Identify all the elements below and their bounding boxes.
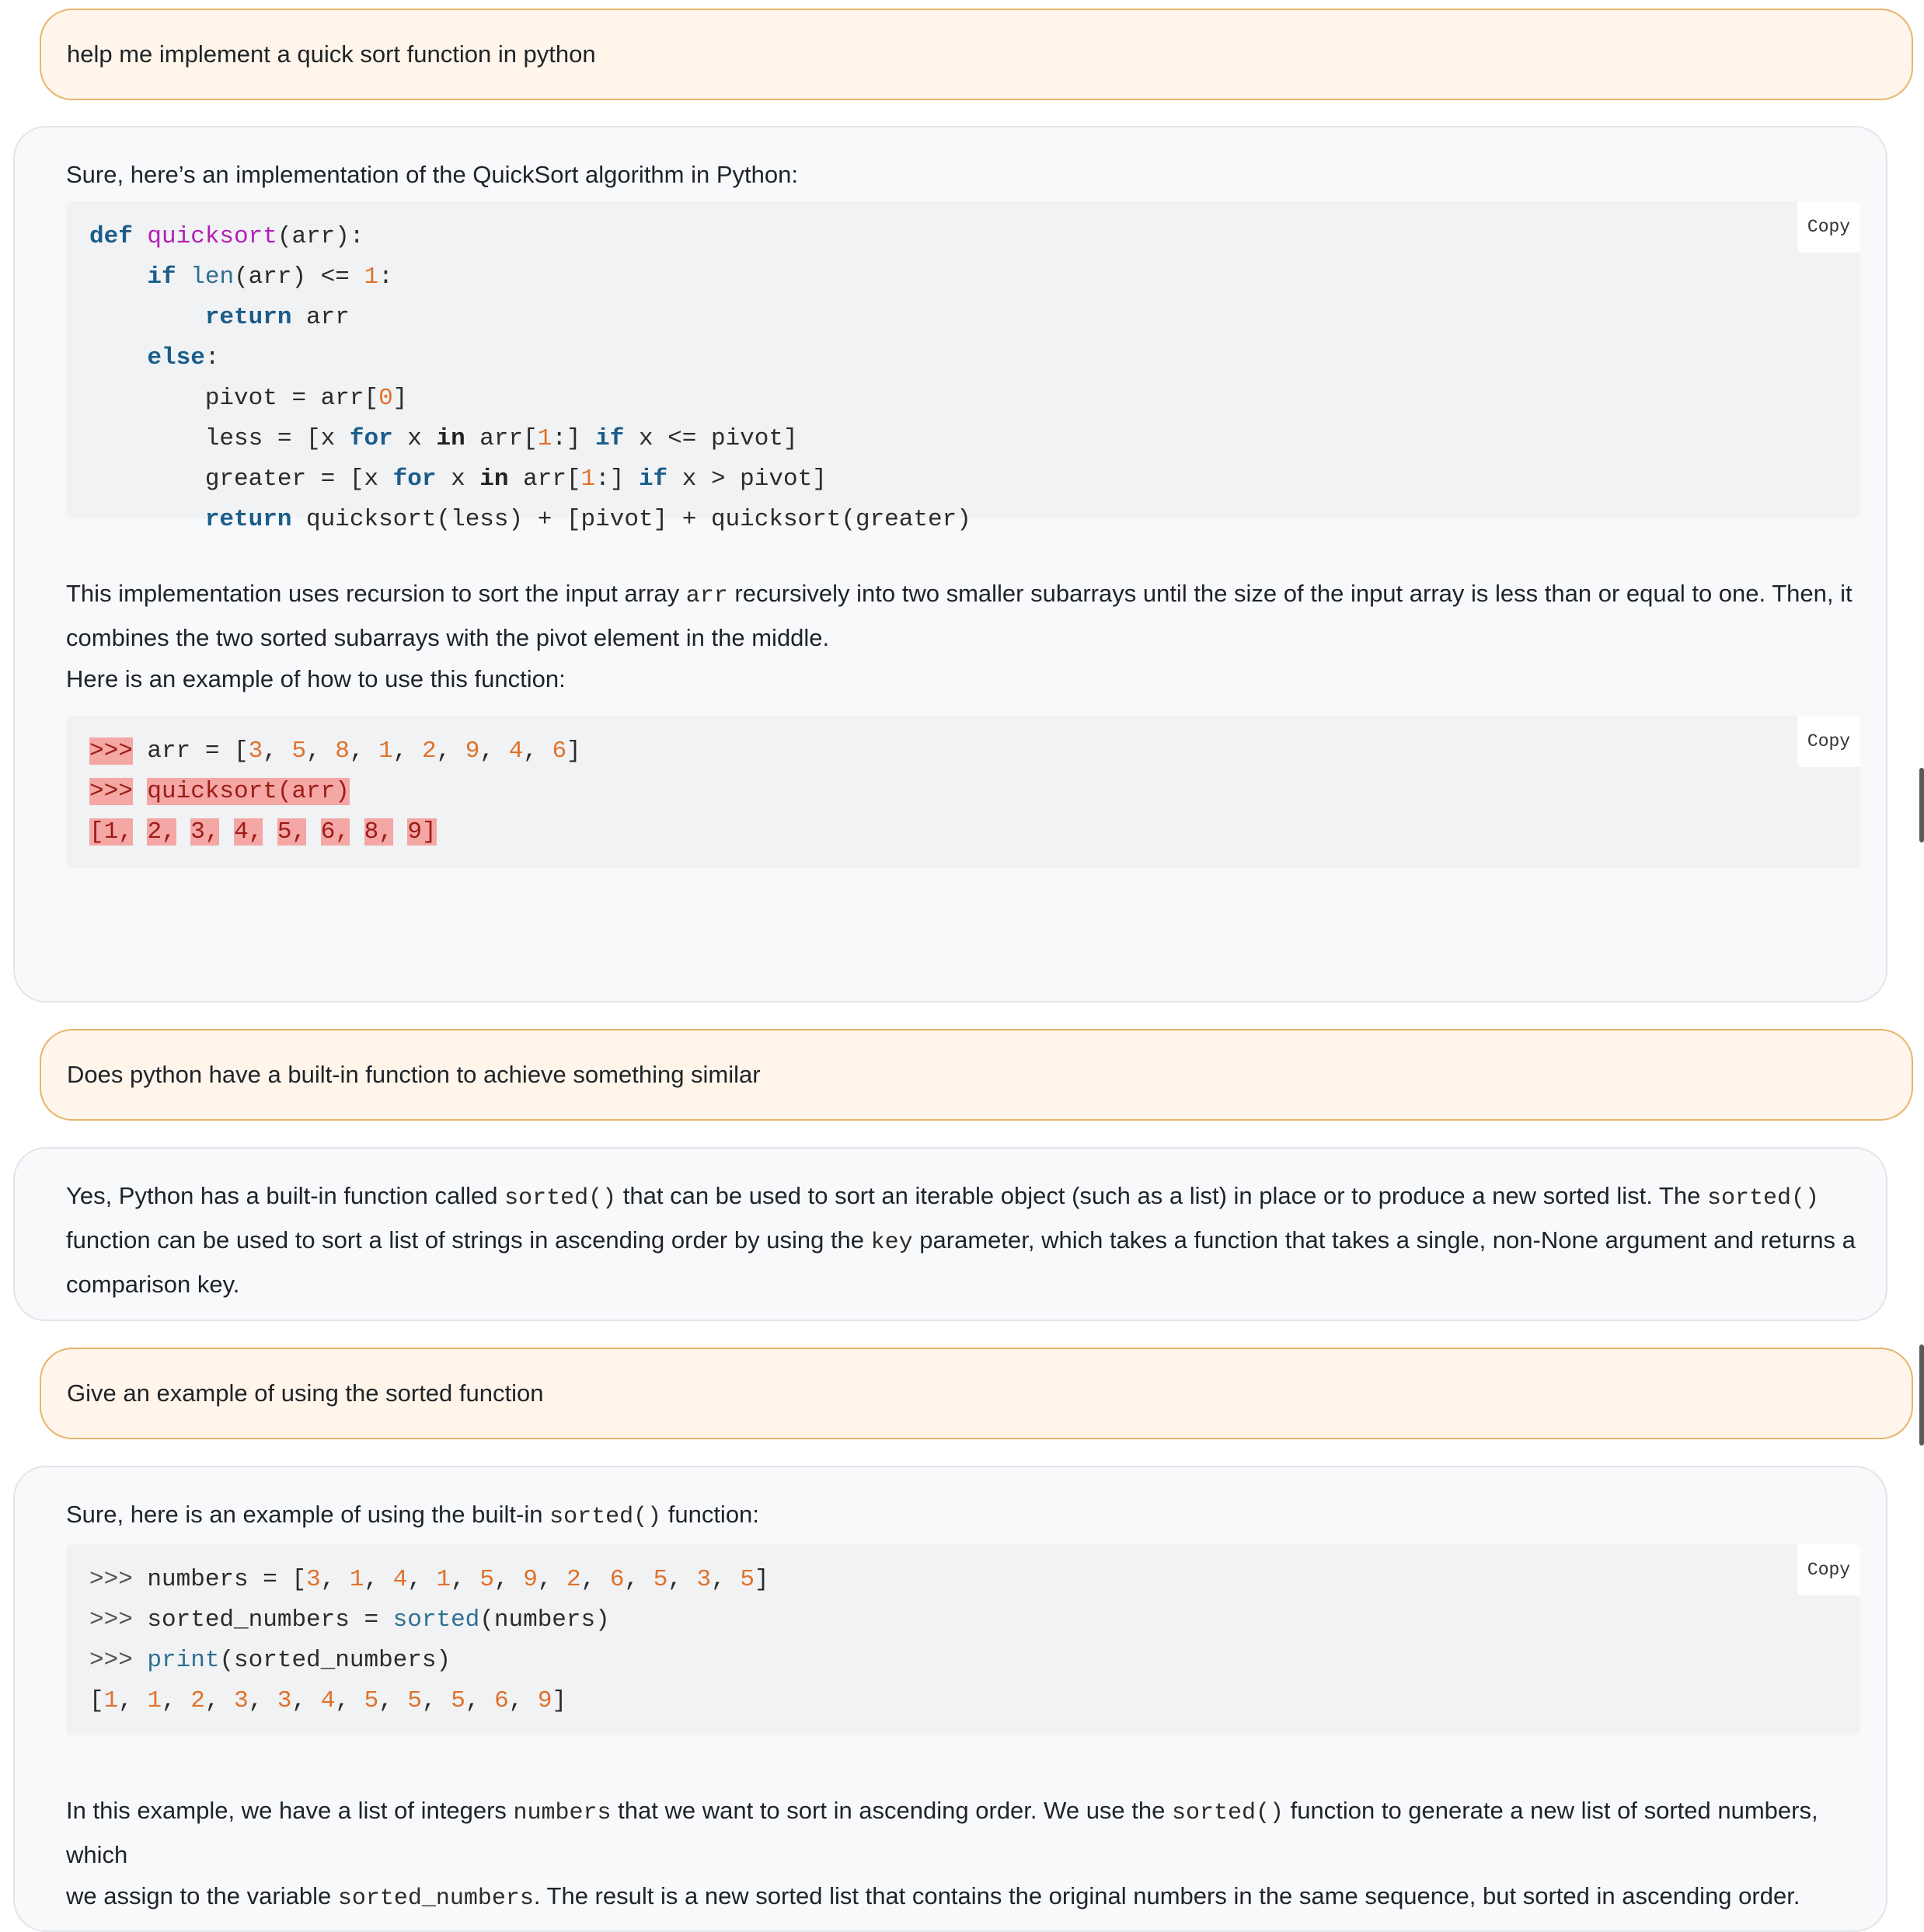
user-message-text: Does python have a built-in function to achieve something similar [67,1061,761,1088]
code-number: 4 [392,1566,408,1593]
code-token: x > pivot] [667,466,827,493]
code-body [89,1560,1837,1721]
inline-code: arr [685,583,728,609]
code-block-quicksort [66,201,1860,533]
code-token: quicksort(less) + [pivot] + quicksort(greater) [291,506,971,533]
code-number: 1 [103,818,119,846]
code-token: quicksort [147,223,277,250]
code-token: , [422,1687,451,1714]
text-span: we assign to the variable [66,1882,338,1909]
code-token [133,1647,148,1674]
code-line [89,1600,1837,1641]
code-number: 5 [291,738,307,765]
code-number: 1 [349,1566,364,1593]
user-message-text: Give an example of using the sorted function [67,1379,544,1407]
inline-code: sorted_numbers [337,1885,534,1912]
user-message [40,9,1913,100]
code-line [89,1560,1837,1600]
code-token: (arr) <= [234,263,364,291]
inline-code: sorted() [1706,1185,1819,1212]
code-body [89,731,1837,853]
code-number: 1 [378,738,393,765]
code-token: arr[ [465,425,538,452]
code-token: in [479,466,509,493]
code-token: : [378,263,393,291]
code-token: [ [89,818,104,846]
code-token: ] [392,385,408,412]
code-number: 5 [740,1566,755,1593]
code-token: 1 [537,425,552,452]
code-number: 3 [277,1687,292,1714]
code-number: 5 [407,1687,423,1714]
assistant-explanation-line: combines the two sorted subarrays with the pivot element in the middle. [66,624,830,651]
code-number: 4 [320,1687,336,1714]
code-token: , [364,1566,393,1593]
code-number: 2 [566,1566,581,1593]
text-span: function to generate a new list of sorted numbers, which [66,1797,1818,1868]
code-token: , [118,1687,148,1714]
code-token [393,818,408,846]
text-span: parameter, which takes a function that takes a single, non-None argument and returns a [912,1226,1856,1254]
code-token: quicksort(arr) [147,778,350,805]
code-token: , [451,1566,480,1593]
code-token: , [335,1687,364,1714]
code-number: 5 [364,1687,379,1714]
code-token: (numbers) [479,1606,610,1634]
code-token: for [392,466,437,493]
code-number: 4 [234,818,249,846]
code-token: 0 [378,385,393,412]
assistant-explanation-line [66,1875,1860,1920]
assistant-explanation [66,573,1860,617]
code-token: , [479,738,509,765]
assistant-explanation [66,1790,1860,1875]
code-token: greater = [x [204,466,393,493]
code-token: , [523,738,552,765]
code-number: 3 [234,1687,249,1714]
code-token [263,818,277,846]
code-number: 8 [335,738,350,765]
code-number: 8 [364,818,379,846]
code-line [89,731,1837,772]
inline-code: sorted() [549,1504,662,1530]
code-token [350,818,364,846]
code-token: , [204,1687,235,1714]
code-number: 5 [277,818,292,846]
code-token [133,818,148,846]
code-token: x <= pivot] [624,425,798,452]
code-number: 1 [147,1687,162,1714]
code-token: for [349,425,393,452]
code-prompt: >>> [89,738,133,765]
text-span: Sure, here is an example of using the built-in [66,1501,550,1528]
code-token: , [465,1687,495,1714]
code-token: :] [595,466,639,493]
code-token: , [349,738,379,765]
inline-code: numbers [513,1800,612,1826]
code-number: 1 [103,1687,119,1714]
code-prompt: >>> [89,1606,133,1634]
code-token: else [147,344,205,371]
code-token: ] [566,738,581,765]
code-token [176,818,191,846]
code-number: 3 [306,1566,321,1593]
copy-button[interactable]: Copy [1797,201,1860,253]
code-token: def [89,223,133,250]
code-token [219,818,234,846]
text-span: This implementation uses recursion to sort the input array [66,580,686,607]
code-token: , [493,1566,524,1593]
inline-code: sorted() [1172,1800,1284,1826]
code-token: , [248,1687,277,1714]
code-line [89,1681,1837,1721]
code-number: 1 [436,1566,451,1593]
text-span: recursively into two smaller subarrays until the size of the input array is less than or equal to one. Then, it [727,580,1853,607]
code-number: 3 [696,1566,712,1593]
assistant-intro [66,1494,1860,1538]
code-prompt: >>> [89,778,133,805]
scrollbar-thumb[interactable] [1919,768,1924,842]
code-number: 2 [147,818,162,846]
code-token: if [638,466,668,493]
assistant-intro: Sure, here’s an implementation of the QuickSort algorithm in Python: [66,161,798,188]
code-number: 5 [653,1566,668,1593]
code-token: return [204,304,292,331]
code-number: 6 [494,1687,509,1714]
code-number: 5 [479,1566,494,1593]
inline-code: sorted() [504,1185,617,1212]
code-prompt: >>> [89,1647,133,1674]
code-token: if [595,425,625,452]
assistant-paragraph-line: comparison key. [66,1271,240,1298]
code-token: ] [754,1566,769,1593]
code-number: 6 [320,818,336,846]
code-token: , [624,1566,654,1593]
code-token: pivot = arr[ [204,385,379,412]
text-span: that we want to sort in ascending order. We use the [611,1797,1172,1824]
text-span: . The result is a new sorted list that contains the original numbers in the same sequence, but sorted in ascending order. [533,1882,1800,1909]
code-token: [ [89,1687,104,1714]
code-line [89,772,1837,812]
text-span: Yes, Python has a built-in function called [66,1182,505,1209]
code-token: , [508,1687,538,1714]
code-token: , [580,1566,610,1593]
code-number: 9 [465,738,480,765]
user-message [40,1029,1913,1121]
code-number: 3 [190,818,205,846]
code-token: :] [552,425,596,452]
code-token: , [118,818,133,846]
code-token: return [204,506,292,533]
code-token: , [711,1566,741,1593]
assistant-paragraph-line [66,1219,1860,1264]
code-token: print [147,1647,220,1674]
code-token: , [407,1566,437,1593]
user-message-text: help me implement a quick sort function in python [67,40,596,68]
code-token: , [248,818,263,846]
code-token: x [392,425,437,452]
code-block-sorted-example [66,1544,1860,1735]
scrollbar-thumb[interactable] [1919,1344,1924,1446]
code-number: 5 [451,1687,465,1714]
code-token: , [306,738,336,765]
code-token [133,778,148,805]
code-token: arr = [ [132,738,249,765]
code-token: , [162,818,176,846]
code-token: , [162,1687,191,1714]
code-token: , [667,1566,697,1593]
text-span: that can be used to sort an iterable object (such as a list) in place or to produce a new sorted list. The [616,1182,1707,1209]
code-token: less = [x [204,425,350,452]
code-token: ] [552,1687,567,1714]
code-number: 9 [523,1566,538,1593]
code-number: 2 [421,738,437,765]
code-token: if [147,263,176,291]
code-token: , [320,1566,350,1593]
code-token: , [291,1687,321,1714]
code-line [89,812,1837,853]
code-number: 6 [552,738,567,765]
code-line [89,1641,1837,1681]
code-token: (sorted_numbers) [219,1647,451,1674]
code-token: 1 [580,466,596,493]
assistant-message [13,1147,1887,1321]
code-token: len [190,263,235,291]
code-token: , [378,1687,408,1714]
code-token: numbers = [ [132,1566,307,1593]
assistant-message [13,126,1887,1003]
copy-button[interactable]: Copy [1797,716,1860,767]
assistant-explanation-line: Here is an example of how to use this function: [66,665,566,692]
code-token: in [436,425,465,452]
code-token: ] [422,818,437,846]
code-token: , [537,1566,567,1593]
text-span: In this example, we have a list of integers [66,1797,514,1824]
assistant-paragraph [66,1175,1860,1219]
code-token: arr[ [508,466,581,493]
code-token: , [378,818,393,846]
code-token: arr [291,304,350,331]
text-span: function can be used to sort a list of strings in ascending order by using the [66,1226,871,1254]
code-number: 9 [537,1687,552,1714]
code-token: , [291,818,307,846]
code-token: sorted_numbers = [132,1606,393,1634]
code-token: , [392,738,422,765]
code-prompt: >>> [89,1566,133,1593]
code-number: 6 [609,1566,625,1593]
code-token: : [204,344,220,371]
text-span: function: [661,1501,759,1528]
code-token: x [436,466,480,493]
inline-code: key [870,1229,913,1256]
code-token: sorted [392,1606,480,1634]
code-token: , [204,818,220,846]
user-message [40,1348,1913,1439]
code-token: , [335,818,350,846]
code-number: 9 [407,818,423,846]
code-token: , [436,738,465,765]
code-number: 4 [508,738,524,765]
copy-button[interactable]: Copy [1797,1544,1860,1595]
code-token: (arr): [277,223,364,250]
code-number: 2 [190,1687,205,1714]
code-number: 3 [248,738,263,765]
code-token: , [263,738,292,765]
code-block-example [66,716,1860,868]
code-token [306,818,321,846]
assistant-message [13,1466,1887,1932]
code-token: 1 [364,263,379,291]
